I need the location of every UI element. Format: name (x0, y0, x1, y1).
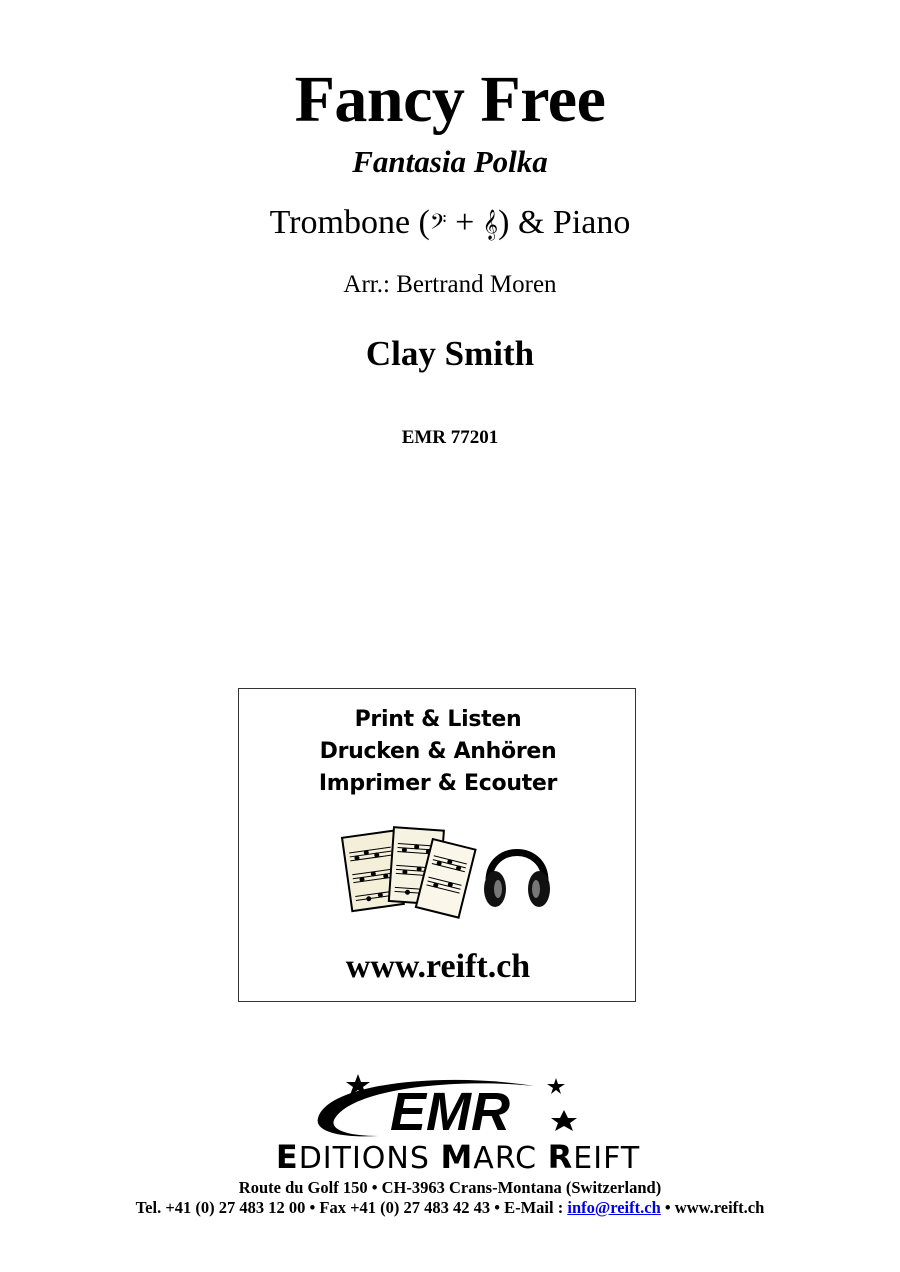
instrumentation-prefix: Trombone ( (269, 204, 430, 241)
promo-illustration (339, 821, 559, 921)
print-listen-box (238, 688, 636, 1002)
contact-website: • www.reift.ch (660, 1198, 765, 1217)
publisher-contact (0, 1198, 900, 1218)
publisher-name-part: M (440, 1138, 474, 1172)
emr-logo-mark (238, 1072, 678, 1172)
publisher-name-part: EIFT (573, 1141, 641, 1172)
score-subtitle: Fantasia Polka (352, 144, 548, 179)
emr-logo-text: EMR (390, 1082, 510, 1142)
instrumentation-suffix: ) & Piano (498, 204, 631, 241)
emr-logo (238, 1072, 678, 1172)
composer: Clay Smith (365, 334, 535, 373)
publisher-name-part: E (275, 1138, 299, 1172)
arranger: Arr.: Bertrand Moren (343, 271, 557, 298)
promo-line-fr: Imprimer & Ecouter (318, 771, 558, 796)
score-title: Fancy Free (294, 63, 606, 136)
publisher-address: Route du Golf 150 • CH-3963 Crans-Montana (Switzerland) (238, 1178, 662, 1197)
sheet-music-icon (342, 827, 475, 917)
contact-phone-fax: Tel. +41 (0) 27 483 12 00 • Fax +41 (0) 27 483 42 43 • E-Mail : (135, 1198, 568, 1217)
email-link[interactable]: info@reift.ch (567, 1198, 661, 1217)
headphones-icon (484, 853, 550, 908)
promo-line-de: Drucken & Anhören (319, 739, 557, 764)
bass-clef-icon: 𝄢 (429, 210, 447, 240)
publisher-name-part: R (547, 1138, 574, 1172)
catalog-number: EMR 77201 (401, 427, 499, 448)
instrumentation (0, 202, 900, 246)
publisher-name-part: DITIONS (298, 1141, 441, 1172)
treble-clef-icon: 𝄞 (482, 210, 499, 240)
publisher-name (276, 1138, 640, 1172)
instrumentation-plus: + (446, 204, 483, 241)
publisher-name-part: ARC (473, 1141, 548, 1172)
promo-url: www.reift.ch (345, 948, 531, 985)
promo-line-en: Print & Listen (354, 707, 522, 732)
